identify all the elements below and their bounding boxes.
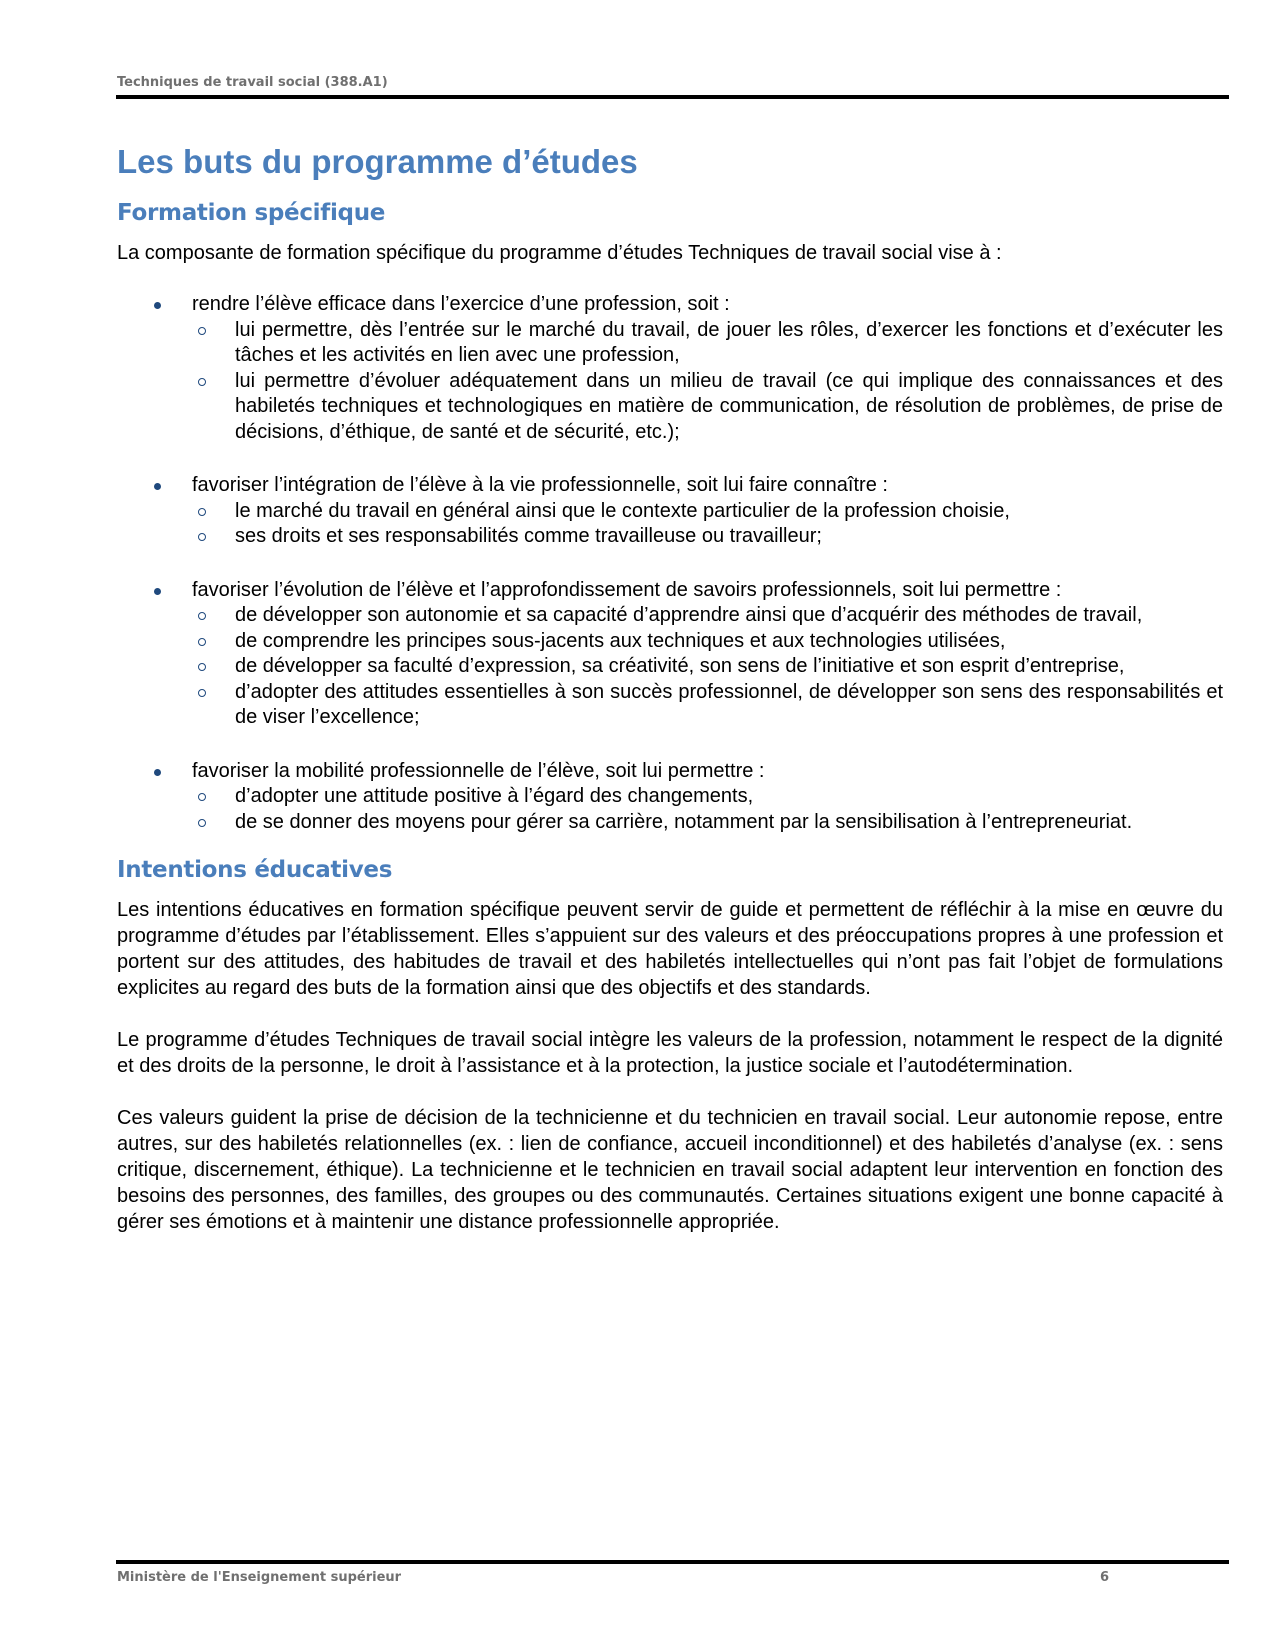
subitem: [192, 603, 1223, 629]
subitem: [192, 369, 1223, 446]
goal-item: [117, 578, 1223, 731]
subitem-text: d’adopter une attitude positive à l’égard des changements,: [235, 785, 754, 807]
subitem-text: lui permettre d’évoluer adéquatement dans un milieu de travail (ce qui implique des connaissances et des habiletés techniques et technologiques en matière de communication, de résolution de problèmes, de prise de décisions, d’éthique, de santé et de sécurité, etc.);: [235, 369, 1223, 443]
goal-subitems: [192, 499, 1223, 550]
circle-bullet-icon: [198, 327, 206, 335]
circle-bullet-icon: [198, 508, 206, 516]
page-number: 6: [1100, 1570, 1110, 1585]
goal-subitems: [192, 784, 1223, 835]
section-heading-intentions-educatives: Intentions éducatives: [117, 857, 393, 883]
subitem: [192, 654, 1223, 680]
circle-bullet-icon: [198, 533, 206, 541]
page-content: [117, 140, 1223, 1235]
circle-bullet-icon: [198, 378, 206, 386]
goal-text: favoriser la mobilité professionnelle de l’élève, soit lui permettre :: [192, 759, 765, 782]
bullet-icon: [154, 483, 161, 490]
subitem-text: le marché du travail en général ainsi que le contexte particulier de la profession choisie,: [235, 499, 1010, 522]
subitem: [192, 629, 1223, 655]
circle-bullet-icon: [198, 612, 206, 620]
subitem: [192, 499, 1223, 525]
paragraph: Le programme d’études Techniques de travail social intègre les valeurs de la profession, notamment le respect de la dignité et des droits de la personne, le droit à l’assistance et à la protection, la justice sociale et l’autodétermination.: [117, 1029, 1223, 1077]
subitem-text: de développer son autonomie et sa capacité d’apprendre ainsi que d’acquérir des méthodes de travail,: [235, 604, 1143, 626]
circle-bullet-icon: [198, 663, 206, 671]
bullet-icon: [154, 302, 161, 309]
goal-item: [117, 759, 1223, 836]
goal-text: favoriser l’intégration de l’élève à la vie professionnelle, soit lui faire connaître :: [192, 474, 888, 496]
header-rule: [116, 95, 1229, 99]
goal-subitems: [192, 603, 1223, 731]
subitem-text: ses droits et ses responsabilités comme travailleuse ou travailleur;: [235, 525, 822, 547]
goal-item: [117, 473, 1223, 550]
page-title: Les buts du programme d’études: [117, 143, 638, 180]
footer-publisher: Ministère de l'Enseignement supérieur: [117, 1570, 402, 1585]
circle-bullet-icon: [198, 793, 206, 801]
subitem: [192, 680, 1223, 731]
subitem: [192, 784, 1223, 810]
footer-rule: [116, 1560, 1229, 1564]
bullet-icon: [154, 588, 161, 595]
goal-subitems: [192, 318, 1223, 446]
circle-bullet-icon: [198, 819, 206, 827]
circle-bullet-icon: [198, 689, 206, 697]
subitem-text: lui permettre, dès l’entrée sur le marché du travail, de jouer les rôles, d’exercer les fonctions et d’exécuter les tâches et les activités en lien avec une profession,: [235, 318, 1223, 366]
section-heading-formation-specifique: Formation spécifique: [117, 200, 386, 226]
subitem-text: de se donner des moyens pour gérer sa carrière, notamment par la sensibilisation à l’entrepreneuriat.: [235, 810, 1133, 833]
subitem-text: de comprendre les principes sous-jacents aux techniques et aux technologies utilisées,: [235, 629, 1006, 652]
subitem: [192, 810, 1223, 836]
running-header: Techniques de travail social (388.A1): [117, 75, 388, 90]
subitem-text: d’adopter des attitudes essentielles à son succès professionnel, de développer son sens des responsabilités et de viser l’excellence;: [235, 680, 1223, 728]
goals-list: [117, 292, 1223, 835]
subitem: [192, 524, 1223, 550]
subitem: [192, 318, 1223, 369]
goal-text: favoriser l’évolution de l’élève et l’approfondissement de savoirs professionnels, soit lui permettre :: [192, 578, 1062, 601]
bullet-icon: [154, 769, 161, 776]
paragraph: Les intentions éducatives en formation spécifique peuvent servir de guide et permettent de réfléchir à la mise en œuvre du programme d’études par l’établissement. Elles s’appuient sur des valeurs et des préoccupations propres à une profession et portent sur des attitudes, des habitudes de travail et des habiletés intellectuelles qui n’ont pas fait l’objet de formulations explicites au regard des buts de la formation ainsi que des objectifs et des standards.: [117, 899, 1223, 999]
goal-text: rendre l’élève efficace dans l’exercice d’une profession, soit :: [192, 293, 730, 315]
subitem-text: de développer sa faculté d’expression, sa créativité, son sens de l’initiative et son esprit d’entreprise,: [235, 655, 1125, 677]
section-intro: La composante de formation spécifique du programme d’études Techniques de travail social vise à :: [117, 242, 1002, 264]
paragraph: Ces valeurs guident la prise de décision de la technicienne et du technicien en travail social. Leur autonomie repose, entre autres, sur des habiletés relationnelles (ex. : lien de confiance, accueil inconditionnel) et des habiletés d’analyse (ex. : sens critique, discernement, éthique). La technicienne et le technicien en travail social adaptent leur intervention en fonction des besoins des personnes, des familles, des groupes ou des communautés. Certaines situations exigent une bonne capacité à gérer ses émotions et à maintenir une distance professionnelle appropriée.: [117, 1107, 1223, 1233]
goal-item: [117, 292, 1223, 445]
circle-bullet-icon: [198, 638, 206, 646]
